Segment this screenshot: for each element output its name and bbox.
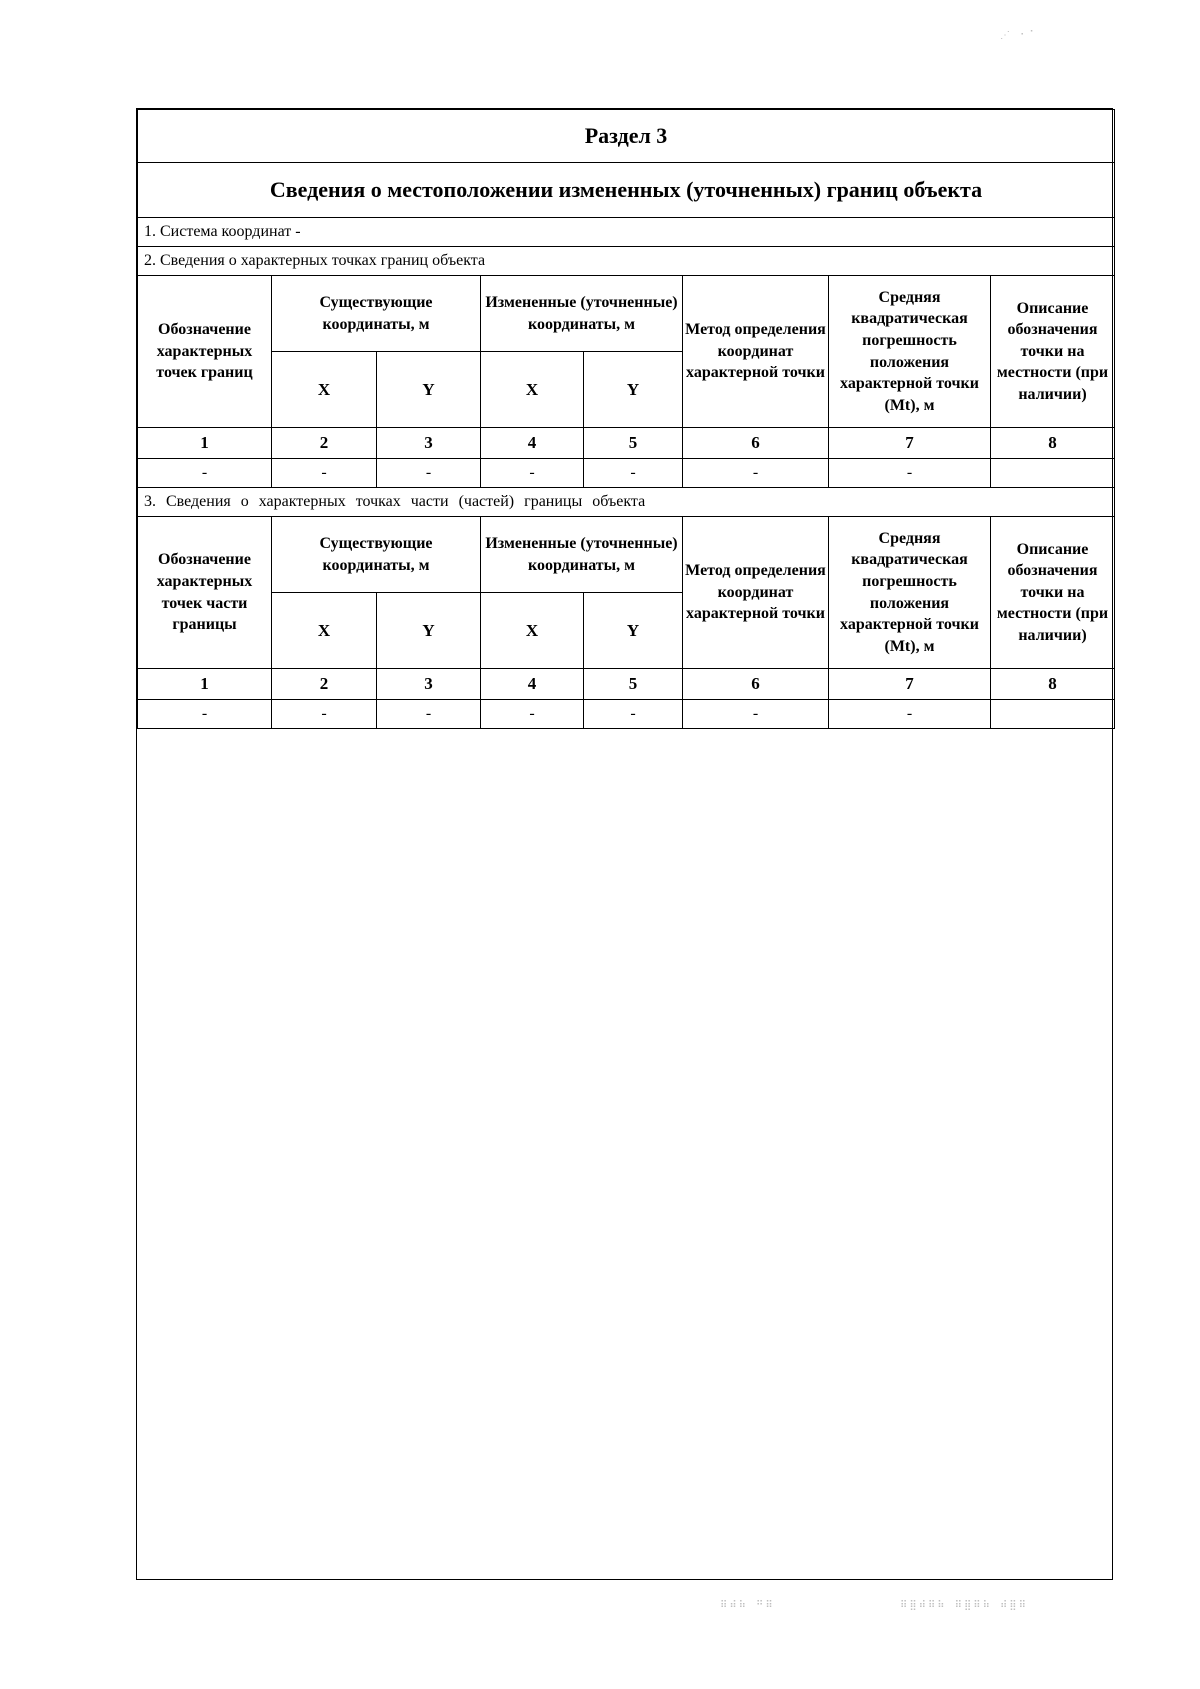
t1-col-error: Средняя квадратическая погрешность положения характерной точки (Mt), м xyxy=(829,276,991,428)
t1-existing-x: X xyxy=(272,352,377,428)
t2-col-number: 1 xyxy=(138,669,272,700)
t2-cell: - xyxy=(829,700,991,729)
t1-col-method: Метод определения координат характерной точки xyxy=(683,276,829,428)
part2-heading: 2. Сведения о характерных точках границ объекта xyxy=(138,247,1115,276)
t2-cell: - xyxy=(683,700,829,729)
t1-col-description: Описание обозначения точки на местности (при наличии) xyxy=(991,276,1115,428)
t2-col-designation: Обозначение характерных точек части границы xyxy=(138,517,272,669)
t2-cell: - xyxy=(584,700,683,729)
t1-col-existing: Существующие координаты, м xyxy=(272,276,481,352)
t1-cell: - xyxy=(481,459,584,488)
t2-changed-x: X xyxy=(481,593,584,669)
t1-col-number: 6 xyxy=(683,428,829,459)
scan-noise: ⠿⣿⠾⠿⠷ ⠿⣿⠿⠷ ⠾⣿⠿ xyxy=(900,1600,1028,1611)
t1-cell xyxy=(991,459,1115,488)
part3-heading: 3. Сведения о характерных точках части (частей) границы объекта xyxy=(138,488,1115,517)
t1-col-changed: Измененные (уточненные) координаты, м xyxy=(481,276,683,352)
t1-changed-x: X xyxy=(481,352,584,428)
t2-col-description: Описание обозначения точки на местности (при наличии) xyxy=(991,517,1115,669)
t2-col-number: 7 xyxy=(829,669,991,700)
t2-cell: - xyxy=(138,700,272,729)
table-row xyxy=(138,459,1115,488)
t1-col-number: 1 xyxy=(138,428,272,459)
t1-col-number: 2 xyxy=(272,428,377,459)
t2-col-number: 2 xyxy=(272,669,377,700)
t1-cell: - xyxy=(584,459,683,488)
t1-col-number: 5 xyxy=(584,428,683,459)
section-subtitle: Сведения о местоположении измененных (уточненных) границ объекта xyxy=(138,163,1115,218)
scan-noise: ⠿⠾⠷ ⠛⠿ xyxy=(720,1600,775,1611)
coordinate-system-line: 1. Система координат - xyxy=(138,218,1115,247)
t2-col-existing: Существующие координаты, м xyxy=(272,517,481,593)
t1-col-number: 4 xyxy=(481,428,584,459)
t2-col-number: 3 xyxy=(377,669,481,700)
t2-col-number: 5 xyxy=(584,669,683,700)
t2-col-number: 8 xyxy=(991,669,1115,700)
t1-changed-y: Y xyxy=(584,352,683,428)
t1-col-number: 8 xyxy=(991,428,1115,459)
t1-cell: - xyxy=(829,459,991,488)
t1-col-number: 3 xyxy=(377,428,481,459)
t2-col-error: Средняя квадратическая погрешность положения характерной точки (Mt), м xyxy=(829,517,991,669)
document-frame xyxy=(136,108,1113,1580)
t1-cell: - xyxy=(272,459,377,488)
t1-col-designation: Обозначение характерных точек границ xyxy=(138,276,272,428)
t1-existing-y: Y xyxy=(377,352,481,428)
t2-col-method: Метод определения координат характерной точки xyxy=(683,517,829,669)
scan-noise: ⋰ ⠂⠁ xyxy=(1000,30,1039,41)
t2-cell xyxy=(991,700,1115,729)
t2-col-number: 4 xyxy=(481,669,584,700)
t1-cell: - xyxy=(683,459,829,488)
t2-cell: - xyxy=(272,700,377,729)
t2-cell: - xyxy=(377,700,481,729)
t2-existing-x: X xyxy=(272,593,377,669)
t1-col-number: 7 xyxy=(829,428,991,459)
section-title: Раздел 3 xyxy=(138,110,1115,163)
t2-existing-y: Y xyxy=(377,593,481,669)
t2-changed-y: Y xyxy=(584,593,683,669)
table-row xyxy=(138,700,1115,729)
section-table xyxy=(137,109,1115,729)
t2-col-changed: Измененные (уточненные) координаты, м xyxy=(481,517,683,593)
t1-cell: - xyxy=(138,459,272,488)
t1-cell: - xyxy=(377,459,481,488)
t2-col-number: 6 xyxy=(683,669,829,700)
t2-cell: - xyxy=(481,700,584,729)
